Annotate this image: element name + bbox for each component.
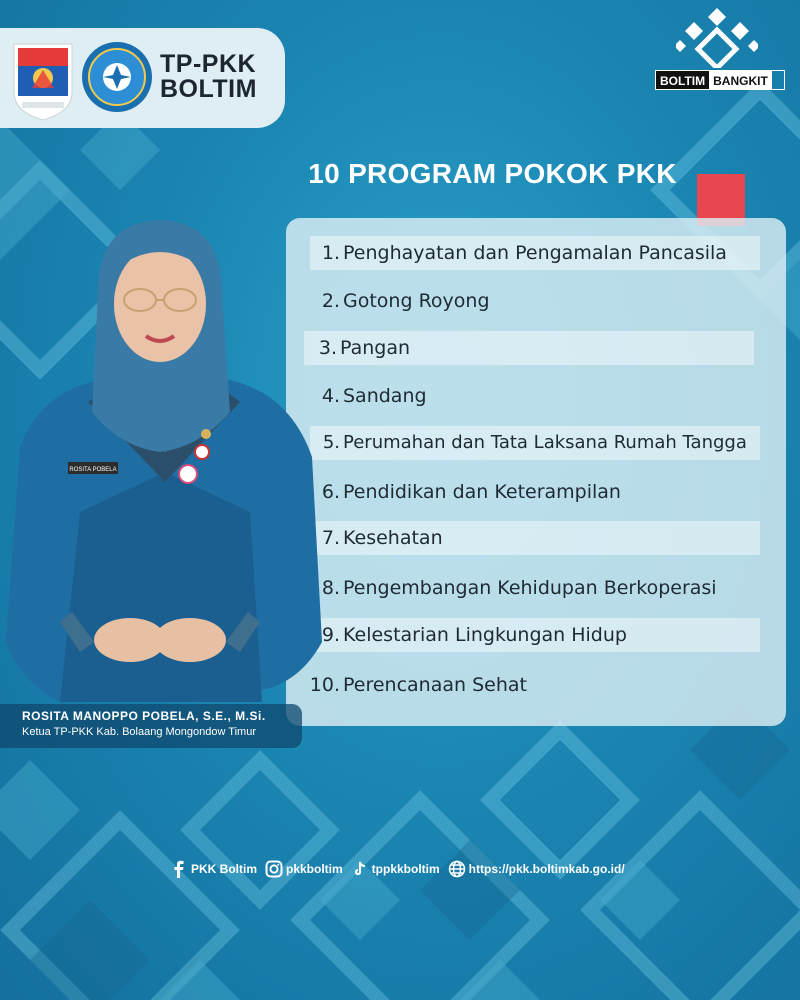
- instagram-label: pkkboltim: [286, 862, 343, 876]
- program-item-10: [300, 668, 750, 702]
- facebook-link[interactable]: [170, 860, 257, 878]
- program-text: Penghayatan dan Pengamalan Pancasila: [343, 242, 727, 264]
- program-number: 5.: [322, 432, 340, 453]
- brand-title: [160, 52, 257, 102]
- program-number: 7.: [321, 527, 340, 549]
- program-text: Kesehatan: [343, 527, 443, 549]
- regency-crest-icon: [10, 40, 76, 122]
- badge-left-text: BOLTIM: [656, 71, 709, 89]
- facebook-label: PKK Boltim: [191, 862, 257, 876]
- program-number: 9.: [321, 624, 340, 646]
- boltim-bangkit-logo-icon: [676, 8, 758, 68]
- instagram-icon: [265, 860, 283, 878]
- program-item-4: [310, 379, 760, 413]
- program-item-8: [310, 571, 760, 605]
- program-number: 2.: [321, 290, 340, 312]
- program-item-2: [310, 284, 760, 318]
- website-link[interactable]: [448, 860, 625, 878]
- program-text: Pendidikan dan Keterampilan: [343, 481, 621, 503]
- globe-icon: [448, 860, 466, 878]
- person-name: ROSITA MANOPPO POBELA, S.E., M.Si.: [22, 709, 266, 723]
- program-number: 4.: [321, 385, 340, 407]
- program-number: 8.: [321, 577, 340, 599]
- program-text: Pangan: [340, 337, 411, 359]
- tiktok-link[interactable]: [351, 860, 440, 878]
- portrait-figure: [0, 212, 330, 702]
- brand-title-line1: TP-PKK: [160, 50, 257, 78]
- social-links: [170, 858, 633, 880]
- program-number: 1.: [321, 242, 340, 264]
- website-label: https://pkk.boltimkab.go.id/: [468, 862, 625, 876]
- facebook-icon: [170, 860, 188, 878]
- pkk-emblem-icon: [80, 40, 154, 114]
- name-tag-text: ROSITA POBELA: [69, 467, 117, 473]
- program-item-5: [310, 426, 760, 460]
- program-text: Perumahan dan Tata Laksana Rumah Tangga: [343, 432, 747, 453]
- program-text: Gotong Royong: [343, 290, 490, 312]
- program-item-1: [310, 236, 760, 270]
- boltim-bangkit-badge: [655, 70, 785, 90]
- program-text: Kelestarian Lingkungan Hidup: [343, 624, 627, 646]
- tiktok-label: tppkkboltim: [371, 862, 440, 876]
- program-number: 3.: [318, 337, 337, 359]
- program-item-6: [310, 475, 760, 509]
- tiktok-icon: [351, 860, 369, 878]
- program-number: 10.: [309, 674, 340, 696]
- program-item-7: [310, 521, 760, 555]
- page-title: 10 PROGRAM POKOK PKK: [308, 158, 677, 189]
- brand-title-line2: BOLTIM: [160, 75, 257, 103]
- program-number: 6.: [321, 481, 340, 503]
- program-text: Sandang: [343, 385, 427, 407]
- person-role: Ketua TP-PKK Kab. Bolaang Mongondow Timur: [22, 726, 256, 738]
- program-item-9: [310, 618, 760, 652]
- program-item-3: [304, 331, 754, 365]
- instagram-link[interactable]: [265, 860, 343, 878]
- program-text: Perencanaan Sehat: [343, 674, 527, 696]
- badge-right-text: BANGKIT: [709, 71, 772, 89]
- program-text: Pengembangan Kehidupan Berkoperasi: [343, 577, 717, 599]
